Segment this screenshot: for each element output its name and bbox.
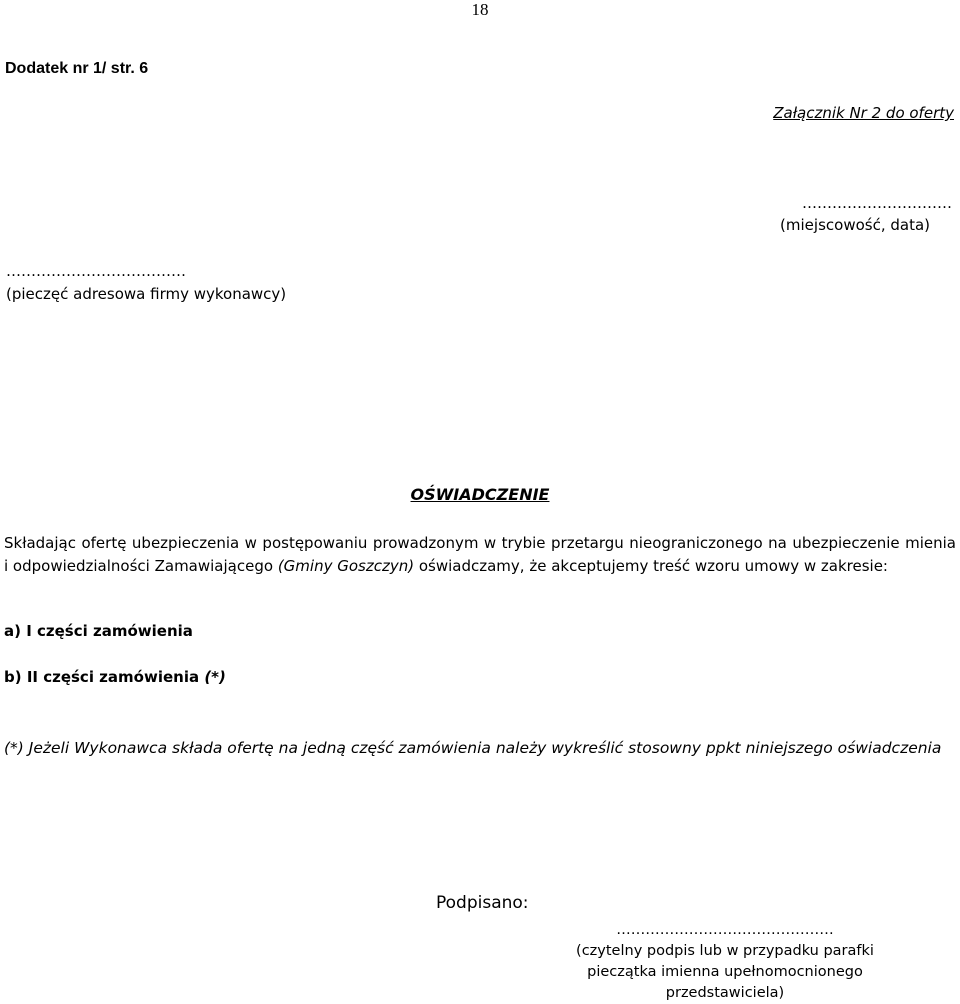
signature-caption-line-2: pieczątka imienna upełnomocnionego [587, 964, 863, 980]
body-text-part-1: Składając ofertę ubezpieczenia w postępowaniu prowadzonym w trybie przetargu nieograniczonego na ubezpieczenie mienia i odpowiedzialności Zamawiającego [4, 534, 956, 575]
signature-caption-line-3: przedstawiciela) [665, 985, 785, 1001]
body-text-part-3: oświadczamy, że akceptujemy treść wzoru umowy w zakresie: [414, 557, 888, 575]
place-date-dots: ………………………… [802, 194, 952, 212]
company-stamp-caption: (pieczęć adresowa firmy wykonawcy) [6, 285, 287, 303]
document-header-label: Dodatek nr 1/ str. 6 [5, 60, 149, 77]
item-part-two-footnote-mark: (*) [204, 668, 226, 686]
item-part-two [4, 668, 226, 686]
signature-label: Podpisano: [436, 893, 529, 913]
company-stamp-dots: ……………………………… [6, 262, 186, 280]
signature-caption-line-1: (czytelny podpis lub w przypadku parafki [576, 943, 874, 959]
place-date-caption: (miejscowość, data) [780, 216, 930, 234]
annex-label: Załącznik Nr 2 do oferty [773, 104, 954, 122]
item-part-two-label: b) II części zamówienia [4, 668, 205, 686]
item-part-one: a) I części zamówienia [4, 622, 193, 640]
footnote: (*) Jeżeli Wykonawca składa ofertę na jedną część zamówienia należy wykreślić stosowny ppkt niniejszego oświadczenia [4, 739, 942, 757]
declaration-body [4, 532, 956, 578]
signature-dots: ……………………………………… [616, 922, 834, 938]
page-number: 18 [471, 0, 489, 19]
declaration-title: OŚWIADCZENIE [410, 485, 550, 504]
body-text-municipality: (Gminy Goszczyn) [277, 557, 415, 575]
signature-block [560, 920, 890, 1004]
